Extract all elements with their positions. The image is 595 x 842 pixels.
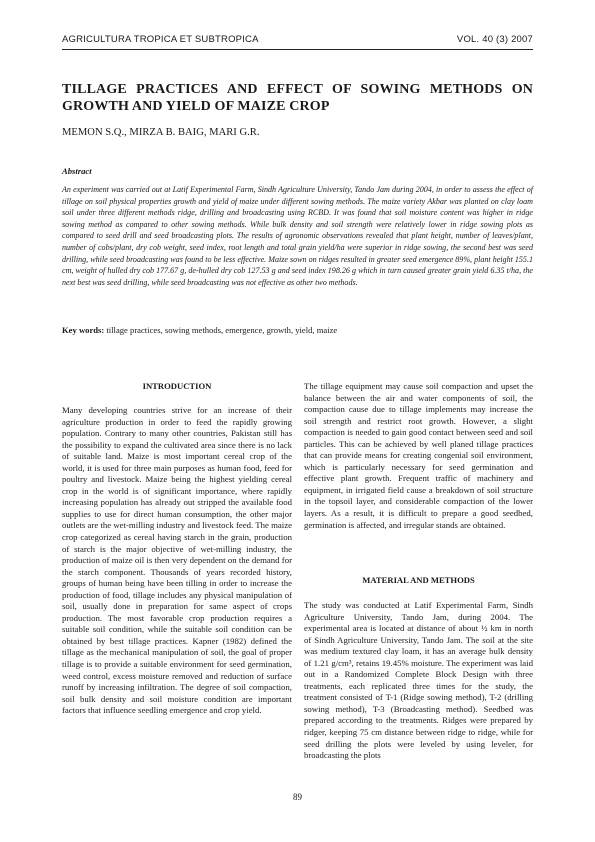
keywords-label: Key words:: [62, 325, 105, 335]
introduction-text: Many developing countries strive for an increase of their agriculture production in order to feed the rapidly growing population. Contrary to many other countries, Pakistan still has the possibility to expand the cultivated area since there is no lack of suitable land. Maize is most important cereal crop of the world, it is used for three main purposes as human food, feed for poultry and livestock. Maize being the highest yielding cereal crop in the world is of significant importance, where rapidly increasing population has already out stripped the available food supplies to use for direct human consumption, the other major outlets are the wet-milling industry and livestock feed. The maize crop categorized as cereal having starch in the grain, production of starch is the major objective of wet-milling industry, the production of maize oil is then very dependent on the demand for the starch component. Thousands of years recorded history, groups of human being have been tilling in order to increase the production of food, tillage includes any physical manipulation of soil, usually done in preparation for same aspect of crops production. The most favorable crop production requires a suitable soil condition, while the suitable soil condition can be obtained by best tillage practices. Kapner (1982) defined the tillage as the mechanical manipulation of soil, the goal of proper tillage is to provide a suitable environment for seed germination, weed control, excess moisture removed and reduction of surface runoff by increasing infiltration. The degree of soil compaction, soil bulk density and soil moisture condition are important factors that influence seedling emergence and crop yield.: [62, 405, 292, 716]
journal-name: AGRICULTURA TROPICA ET SUBTROPICA: [62, 34, 259, 45]
page-number: 89: [293, 792, 302, 802]
introduction-heading: INTRODUCTION: [142, 381, 212, 391]
volume-info: VOL. 40 (3) 2007: [456, 34, 533, 45]
abstract-heading: Abstract: [62, 166, 92, 176]
methods-heading: MATERIAL AND METHODS: [362, 575, 475, 585]
header-rule: [62, 49, 533, 50]
running-header: [62, 34, 533, 48]
author-list: MEMON S.Q., MIRZA B. BAIG, MARI G.R.: [62, 127, 260, 138]
keywords-line: [62, 325, 533, 335]
keywords-text: tillage practices, sowing methods, emergence, growth, yield, maize: [104, 325, 338, 335]
article-title: TILLAGE PRACTICES AND EFFECT OF SOWING METHODS ON GROWTH AND YIELD OF MAIZE CROP: [62, 82, 533, 114]
abstract-text: An experiment was carried out at Latif Experimental Farm, Sindh Agriculture University, Tando Jam during 2004, in order to assess the effect of tillage on soil physical properties growth and yield of maize under different sowing methods. The maize variety Akbar was planted on clay loam soil under three different methods ridge, drilling and broadcasting using RCBD. It was found that soil moisture content was higher in ridge sowing method as compared to other sowing methods. While bulk density and soil strength were relatively lower in ridge sowing plots as compared to seed drill and seed broadcasting plots. The results of agronomic observations revealed that plant height, number of leaves/plant, number of cobs/plant, dry cob weight, seed index, root length and total grain yield/ha were superior in ridge sowing, the second best was seed drilling, while seed broadcasting was found to be less effective. Maize sown on ridges resulted in greater seed emergence 89%, plant height 155.1 cm, weight of hulled dry cob 177.67 g, de-hulled dry cob 127.53 g and seed index 198.26 g which in turn caused greater grain yield 6.35 t/ha, the next best was seed drilling, while seed broadcasting was not effective as other two methods.: [62, 185, 533, 287]
introduction-continued-text: The tillage equipment may cause soil compaction and upset the balance between the air and water components of soil, the compaction cause due to tillage implements may increase the soil strength and restrict root growth. However, a slight compaction is needed to gain good contact between seed and soil particles. This can be achieved by well planed tillage practices that can provide means for creating congenial soil environment, which is particularly necessary for seed germination and effective plant growth. Frequent traffic of machinery and equipment, in irrigated field cause a breakdown of soil structure in the topsoil layer, and considerable compaction of the lower layers. As a result, it is difficult to prepare a good seedbed, germination is affected, and irregular stands are obtained.: [304, 381, 533, 530]
methods-text: The study was conducted at Latif Experimental Farm, Sindh Agriculture University, Tando Jam, during 2004. The experimental area is located at distance of about ½ km in north of Sindh Agriculture University, Tando Jam. The soil at the site was medium textured clay loam, it has an average bulk density of 1.21 g/cm³, retains 19.45% moisture. The experiment was laid out in a Randomized Complete Block Design with three treatments, each replicated three times for the study, the treatment consisted of T-1 (Ridge sowing method), T-2 (drilling sowing method), T-3 (Broadcasting method). Seedbed was prepared according to the treatments. Ridges were prepared by ridger, keeping 75 cm distance between ridge to ridge, while for seed drilling the plots were leveled by using leveler, for broadcasting the plots: [304, 600, 533, 761]
